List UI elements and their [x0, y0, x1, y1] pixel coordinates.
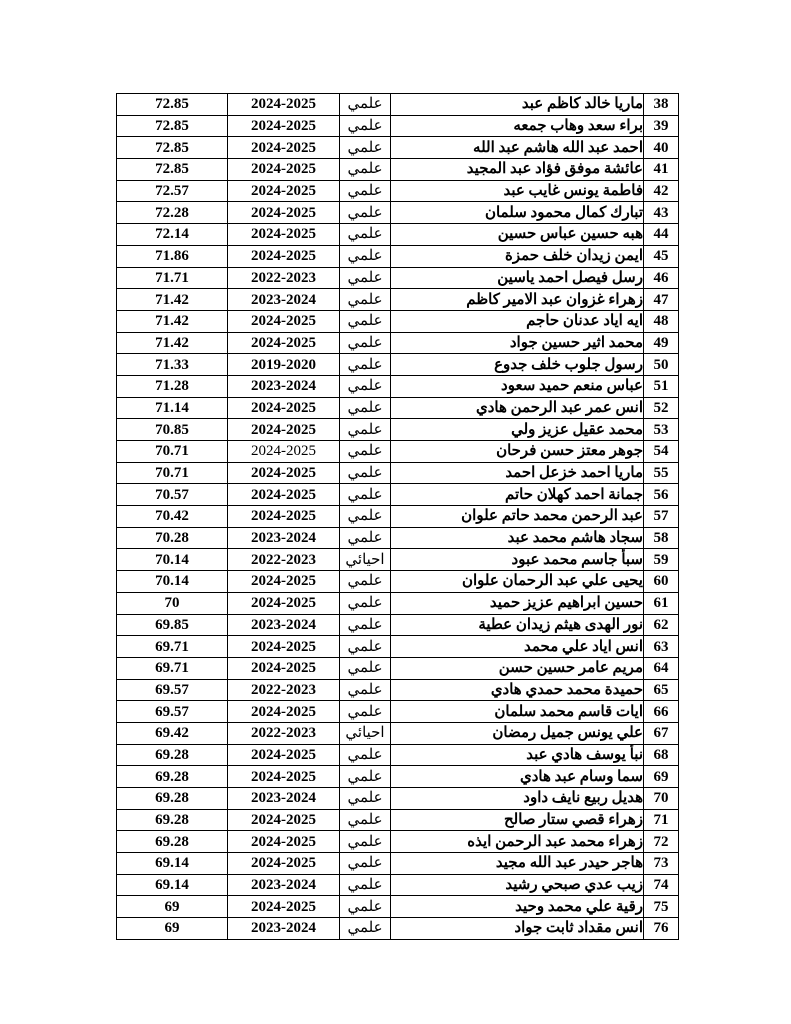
row-number-cell: 59: [644, 549, 679, 571]
name-cell: سبأ جاسم محمد عبود: [391, 549, 644, 571]
branch-cell: علمي: [340, 744, 391, 766]
table-row: [117, 679, 679, 701]
year-cell: 2024-2025: [228, 224, 340, 246]
branch-cell: علمي: [340, 831, 391, 853]
table-row: [117, 506, 679, 528]
row-number-cell: 52: [644, 397, 679, 419]
table-row: [117, 636, 679, 658]
score-cell: 72.14: [117, 224, 228, 246]
table-row: [117, 484, 679, 506]
table-row: [117, 853, 679, 875]
name-cell: جمانة احمد كهلان حاتم: [391, 484, 644, 506]
name-cell: حسين ابراهيم عزيز حميد: [391, 592, 644, 614]
row-number-cell: 42: [644, 180, 679, 202]
table-row: [117, 571, 679, 593]
branch-cell: علمي: [340, 354, 391, 376]
row-number-cell: 60: [644, 571, 679, 593]
score-cell: 70: [117, 592, 228, 614]
score-cell: 69.57: [117, 701, 228, 723]
year-cell: 2024-2025: [228, 506, 340, 528]
name-cell: انس اياد علي محمد: [391, 636, 644, 658]
table-row: [117, 744, 679, 766]
year-cell: 2022-2023: [228, 267, 340, 289]
score-cell: 69.14: [117, 853, 228, 875]
branch-cell: علمي: [340, 874, 391, 896]
name-cell: انس عمر عبد الرحمن هادي: [391, 397, 644, 419]
table-row: [117, 896, 679, 918]
row-number-cell: 74: [644, 874, 679, 896]
branch-cell: علمي: [340, 614, 391, 636]
table-row: [117, 267, 679, 289]
score-cell: 70.71: [117, 462, 228, 484]
name-cell: علي يونس جميل رمضان: [391, 722, 644, 744]
name-cell: براء سعد وهاب جمعه: [391, 115, 644, 137]
score-cell: 70.28: [117, 527, 228, 549]
row-number-cell: 43: [644, 202, 679, 224]
name-cell: ايمن زيدان خلف حمزة: [391, 245, 644, 267]
name-cell: يحيى علي عبد الرحمان علوان: [391, 571, 644, 593]
row-number-cell: 40: [644, 137, 679, 159]
year-cell: 2023-2024: [228, 874, 340, 896]
table-row: [117, 397, 679, 419]
score-cell: 69.42: [117, 722, 228, 744]
row-number-cell: 62: [644, 614, 679, 636]
row-number-cell: 55: [644, 462, 679, 484]
score-cell: 70.57: [117, 484, 228, 506]
name-cell: رسول جلوب خلف جدوع: [391, 354, 644, 376]
score-cell: 69.85: [117, 614, 228, 636]
year-cell: 2023-2024: [228, 375, 340, 397]
year-cell: 2023-2024: [228, 614, 340, 636]
year-cell: 2024-2025: [228, 484, 340, 506]
branch-cell: علمي: [340, 701, 391, 723]
branch-cell: علمي: [340, 853, 391, 875]
name-cell: سما وسام عبد هادي: [391, 766, 644, 788]
row-number-cell: 69: [644, 766, 679, 788]
score-cell: 69.14: [117, 874, 228, 896]
branch-cell: احيائي: [340, 722, 391, 744]
name-cell: محمد اثير حسين جواد: [391, 332, 644, 354]
branch-cell: علمي: [340, 289, 391, 311]
table-row: [117, 180, 679, 202]
year-cell: 2024-2025: [228, 896, 340, 918]
table-row: [117, 809, 679, 831]
name-cell: فاطمة يونس غايب عبد: [391, 180, 644, 202]
branch-cell: علمي: [340, 137, 391, 159]
year-cell: 2024-2025: [228, 701, 340, 723]
year-cell: 2024-2025: [228, 853, 340, 875]
branch-cell: علمي: [340, 159, 391, 181]
year-cell: 2024-2025: [228, 137, 340, 159]
table-row: [117, 289, 679, 311]
row-number-cell: 65: [644, 679, 679, 701]
row-number-cell: 56: [644, 484, 679, 506]
table-row: [117, 441, 679, 463]
year-cell: 2022-2023: [228, 679, 340, 701]
year-cell: 2024-2025: [228, 809, 340, 831]
row-number-cell: 44: [644, 224, 679, 246]
score-cell: 71.71: [117, 267, 228, 289]
row-number-cell: 64: [644, 657, 679, 679]
score-cell: 71.14: [117, 397, 228, 419]
year-cell: 2023-2024: [228, 918, 340, 940]
year-cell: 2024-2025: [228, 159, 340, 181]
table-row: [117, 419, 679, 441]
year-cell: 2023-2024: [228, 289, 340, 311]
year-cell: 2024-2025: [228, 310, 340, 332]
branch-cell: علمي: [340, 809, 391, 831]
row-number-cell: 46: [644, 267, 679, 289]
name-cell: رقية علي محمد وحيد: [391, 896, 644, 918]
table-row: [117, 722, 679, 744]
row-number-cell: 49: [644, 332, 679, 354]
year-cell: 2024-2025: [228, 245, 340, 267]
branch-cell: علمي: [340, 484, 391, 506]
table-row: [117, 766, 679, 788]
row-number-cell: 54: [644, 441, 679, 463]
branch-cell: علمي: [340, 592, 391, 614]
name-cell: عباس منعم حميد سعود: [391, 375, 644, 397]
score-cell: 71.33: [117, 354, 228, 376]
row-number-cell: 53: [644, 419, 679, 441]
score-cell: 70.42: [117, 506, 228, 528]
name-cell: عبد الرحمن محمد حاتم علوان: [391, 506, 644, 528]
table-row: [117, 918, 679, 940]
row-number-cell: 71: [644, 809, 679, 831]
row-number-cell: 41: [644, 159, 679, 181]
name-cell: ايات قاسم محمد سلمان: [391, 701, 644, 723]
branch-cell: علمي: [340, 918, 391, 940]
branch-cell: علمي: [340, 224, 391, 246]
score-cell: 72.85: [117, 115, 228, 137]
score-cell: 70.71: [117, 441, 228, 463]
row-number-cell: 73: [644, 853, 679, 875]
table-row: [117, 831, 679, 853]
branch-cell: علمي: [340, 397, 391, 419]
year-cell: 2024-2025: [228, 180, 340, 202]
name-cell: زيب عدي صبحي رشيد: [391, 874, 644, 896]
score-cell: 69.28: [117, 831, 228, 853]
name-cell: ماريا خالد كاظم عبد: [391, 94, 644, 116]
row-number-cell: 50: [644, 354, 679, 376]
year-cell: 2024-2025: [228, 397, 340, 419]
row-number-cell: 45: [644, 245, 679, 267]
branch-cell: علمي: [340, 788, 391, 810]
table-row: [117, 375, 679, 397]
name-cell: هديل ربيع نايف داود: [391, 788, 644, 810]
name-cell: ايه اياد عدنان حاجم: [391, 310, 644, 332]
score-cell: 69: [117, 918, 228, 940]
score-cell: 69.28: [117, 788, 228, 810]
row-number-cell: 47: [644, 289, 679, 311]
branch-cell: علمي: [340, 462, 391, 484]
row-number-cell: 68: [644, 744, 679, 766]
branch-cell: علمي: [340, 506, 391, 528]
year-cell: 2024-2025: [228, 592, 340, 614]
row-number-cell: 67: [644, 722, 679, 744]
table-row: [117, 94, 679, 116]
score-cell: 70.14: [117, 549, 228, 571]
year-cell: 2022-2023: [228, 722, 340, 744]
row-number-cell: 51: [644, 375, 679, 397]
table-row: [117, 592, 679, 614]
row-number-cell: 48: [644, 310, 679, 332]
year-cell: 2019-2020: [228, 354, 340, 376]
year-cell: 2024-2025: [228, 657, 340, 679]
results-table-body: [117, 94, 679, 940]
branch-cell: علمي: [340, 419, 391, 441]
score-cell: 69: [117, 896, 228, 918]
branch-cell: علمي: [340, 896, 391, 918]
row-number-cell: 58: [644, 527, 679, 549]
year-cell: 2024-2025: [228, 419, 340, 441]
branch-cell: علمي: [340, 657, 391, 679]
table-row: [117, 332, 679, 354]
score-cell: 70.14: [117, 571, 228, 593]
name-cell: هبه حسين عباس حسين: [391, 224, 644, 246]
name-cell: رسل فيصل احمد ياسين: [391, 267, 644, 289]
year-cell: 2024-2025: [228, 332, 340, 354]
name-cell: عائشة موفق فؤاد عبد المجيد: [391, 159, 644, 181]
year-cell: 2023-2024: [228, 788, 340, 810]
name-cell: نور الهدى هيثم زيدان عطية: [391, 614, 644, 636]
row-number-cell: 66: [644, 701, 679, 723]
table-row: [117, 245, 679, 267]
score-cell: 72.85: [117, 94, 228, 116]
table-row: [117, 701, 679, 723]
name-cell: نبأ يوسف هادي عبد: [391, 744, 644, 766]
score-cell: 71.86: [117, 245, 228, 267]
branch-cell: علمي: [340, 245, 391, 267]
year-cell: 2024-2025: [228, 831, 340, 853]
year-cell: 2024-2025: [228, 94, 340, 116]
name-cell: محمد عقيل عزيز ولي: [391, 419, 644, 441]
year-cell: 2024-2025: [228, 636, 340, 658]
branch-cell: علمي: [340, 636, 391, 658]
table-row: [117, 614, 679, 636]
year-cell: 2024-2025: [228, 202, 340, 224]
branch-cell: علمي: [340, 202, 391, 224]
table-row: [117, 874, 679, 896]
score-cell: 71.28: [117, 375, 228, 397]
table-row: [117, 224, 679, 246]
branch-cell: احيائي: [340, 549, 391, 571]
row-number-cell: 63: [644, 636, 679, 658]
table-row: [117, 549, 679, 571]
table-row: [117, 159, 679, 181]
row-number-cell: 76: [644, 918, 679, 940]
score-cell: 72.28: [117, 202, 228, 224]
score-cell: 69.28: [117, 766, 228, 788]
year-cell: 2024-2025: [228, 744, 340, 766]
name-cell: زهراء محمد عبد الرحمن ايذه: [391, 831, 644, 853]
score-cell: 69.28: [117, 744, 228, 766]
year-cell: 2024-2025: [228, 115, 340, 137]
results-table: [116, 93, 679, 940]
branch-cell: علمي: [340, 527, 391, 549]
branch-cell: علمي: [340, 679, 391, 701]
year-cell: 2024-2025: [228, 571, 340, 593]
row-number-cell: 57: [644, 506, 679, 528]
name-cell: سجاد هاشم محمد عبد: [391, 527, 644, 549]
table-row: [117, 202, 679, 224]
branch-cell: علمي: [340, 766, 391, 788]
branch-cell: علمي: [340, 332, 391, 354]
score-cell: 70.85: [117, 419, 228, 441]
name-cell: احمد عبد الله هاشم عبد الله: [391, 137, 644, 159]
score-cell: 72.85: [117, 137, 228, 159]
name-cell: مريم عامر حسين حسن: [391, 657, 644, 679]
row-number-cell: 75: [644, 896, 679, 918]
branch-cell: علمي: [340, 571, 391, 593]
table-row: [117, 657, 679, 679]
year-cell: 2024-2025: [228, 441, 340, 463]
row-number-cell: 72: [644, 831, 679, 853]
score-cell: 72.85: [117, 159, 228, 181]
branch-cell: علمي: [340, 375, 391, 397]
table-row: [117, 527, 679, 549]
score-cell: 69.28: [117, 809, 228, 831]
name-cell: جوهر معتز حسن فرحان: [391, 441, 644, 463]
score-cell: 69.57: [117, 679, 228, 701]
year-cell: 2023-2024: [228, 527, 340, 549]
score-cell: 69.71: [117, 636, 228, 658]
branch-cell: علمي: [340, 94, 391, 116]
row-number-cell: 39: [644, 115, 679, 137]
row-number-cell: 61: [644, 592, 679, 614]
branch-cell: علمي: [340, 267, 391, 289]
name-cell: هاجر حيدر عبد الله مجيد: [391, 853, 644, 875]
branch-cell: علمي: [340, 310, 391, 332]
name-cell: حميدة محمد حمدي هادي: [391, 679, 644, 701]
name-cell: تبارك كمال محمود سلمان: [391, 202, 644, 224]
score-cell: 69.71: [117, 657, 228, 679]
table-row: [117, 462, 679, 484]
year-cell: 2024-2025: [228, 462, 340, 484]
name-cell: زهراء غزوان عبد الامير كاظم: [391, 289, 644, 311]
table-row: [117, 788, 679, 810]
table-row: [117, 115, 679, 137]
branch-cell: علمي: [340, 441, 391, 463]
score-cell: 71.42: [117, 289, 228, 311]
branch-cell: علمي: [340, 115, 391, 137]
year-cell: 2022-2023: [228, 549, 340, 571]
score-cell: 72.57: [117, 180, 228, 202]
score-cell: 71.42: [117, 332, 228, 354]
year-cell: 2024-2025: [228, 766, 340, 788]
row-number-cell: 38: [644, 94, 679, 116]
table-row: [117, 137, 679, 159]
table-row: [117, 310, 679, 332]
name-cell: انس مقداد ثابت جواد: [391, 918, 644, 940]
branch-cell: علمي: [340, 180, 391, 202]
table-row: [117, 354, 679, 376]
score-cell: 71.42: [117, 310, 228, 332]
row-number-cell: 70: [644, 788, 679, 810]
name-cell: زهراء قصي ستار صالح: [391, 809, 644, 831]
name-cell: ماريا احمد خزعل احمد: [391, 462, 644, 484]
